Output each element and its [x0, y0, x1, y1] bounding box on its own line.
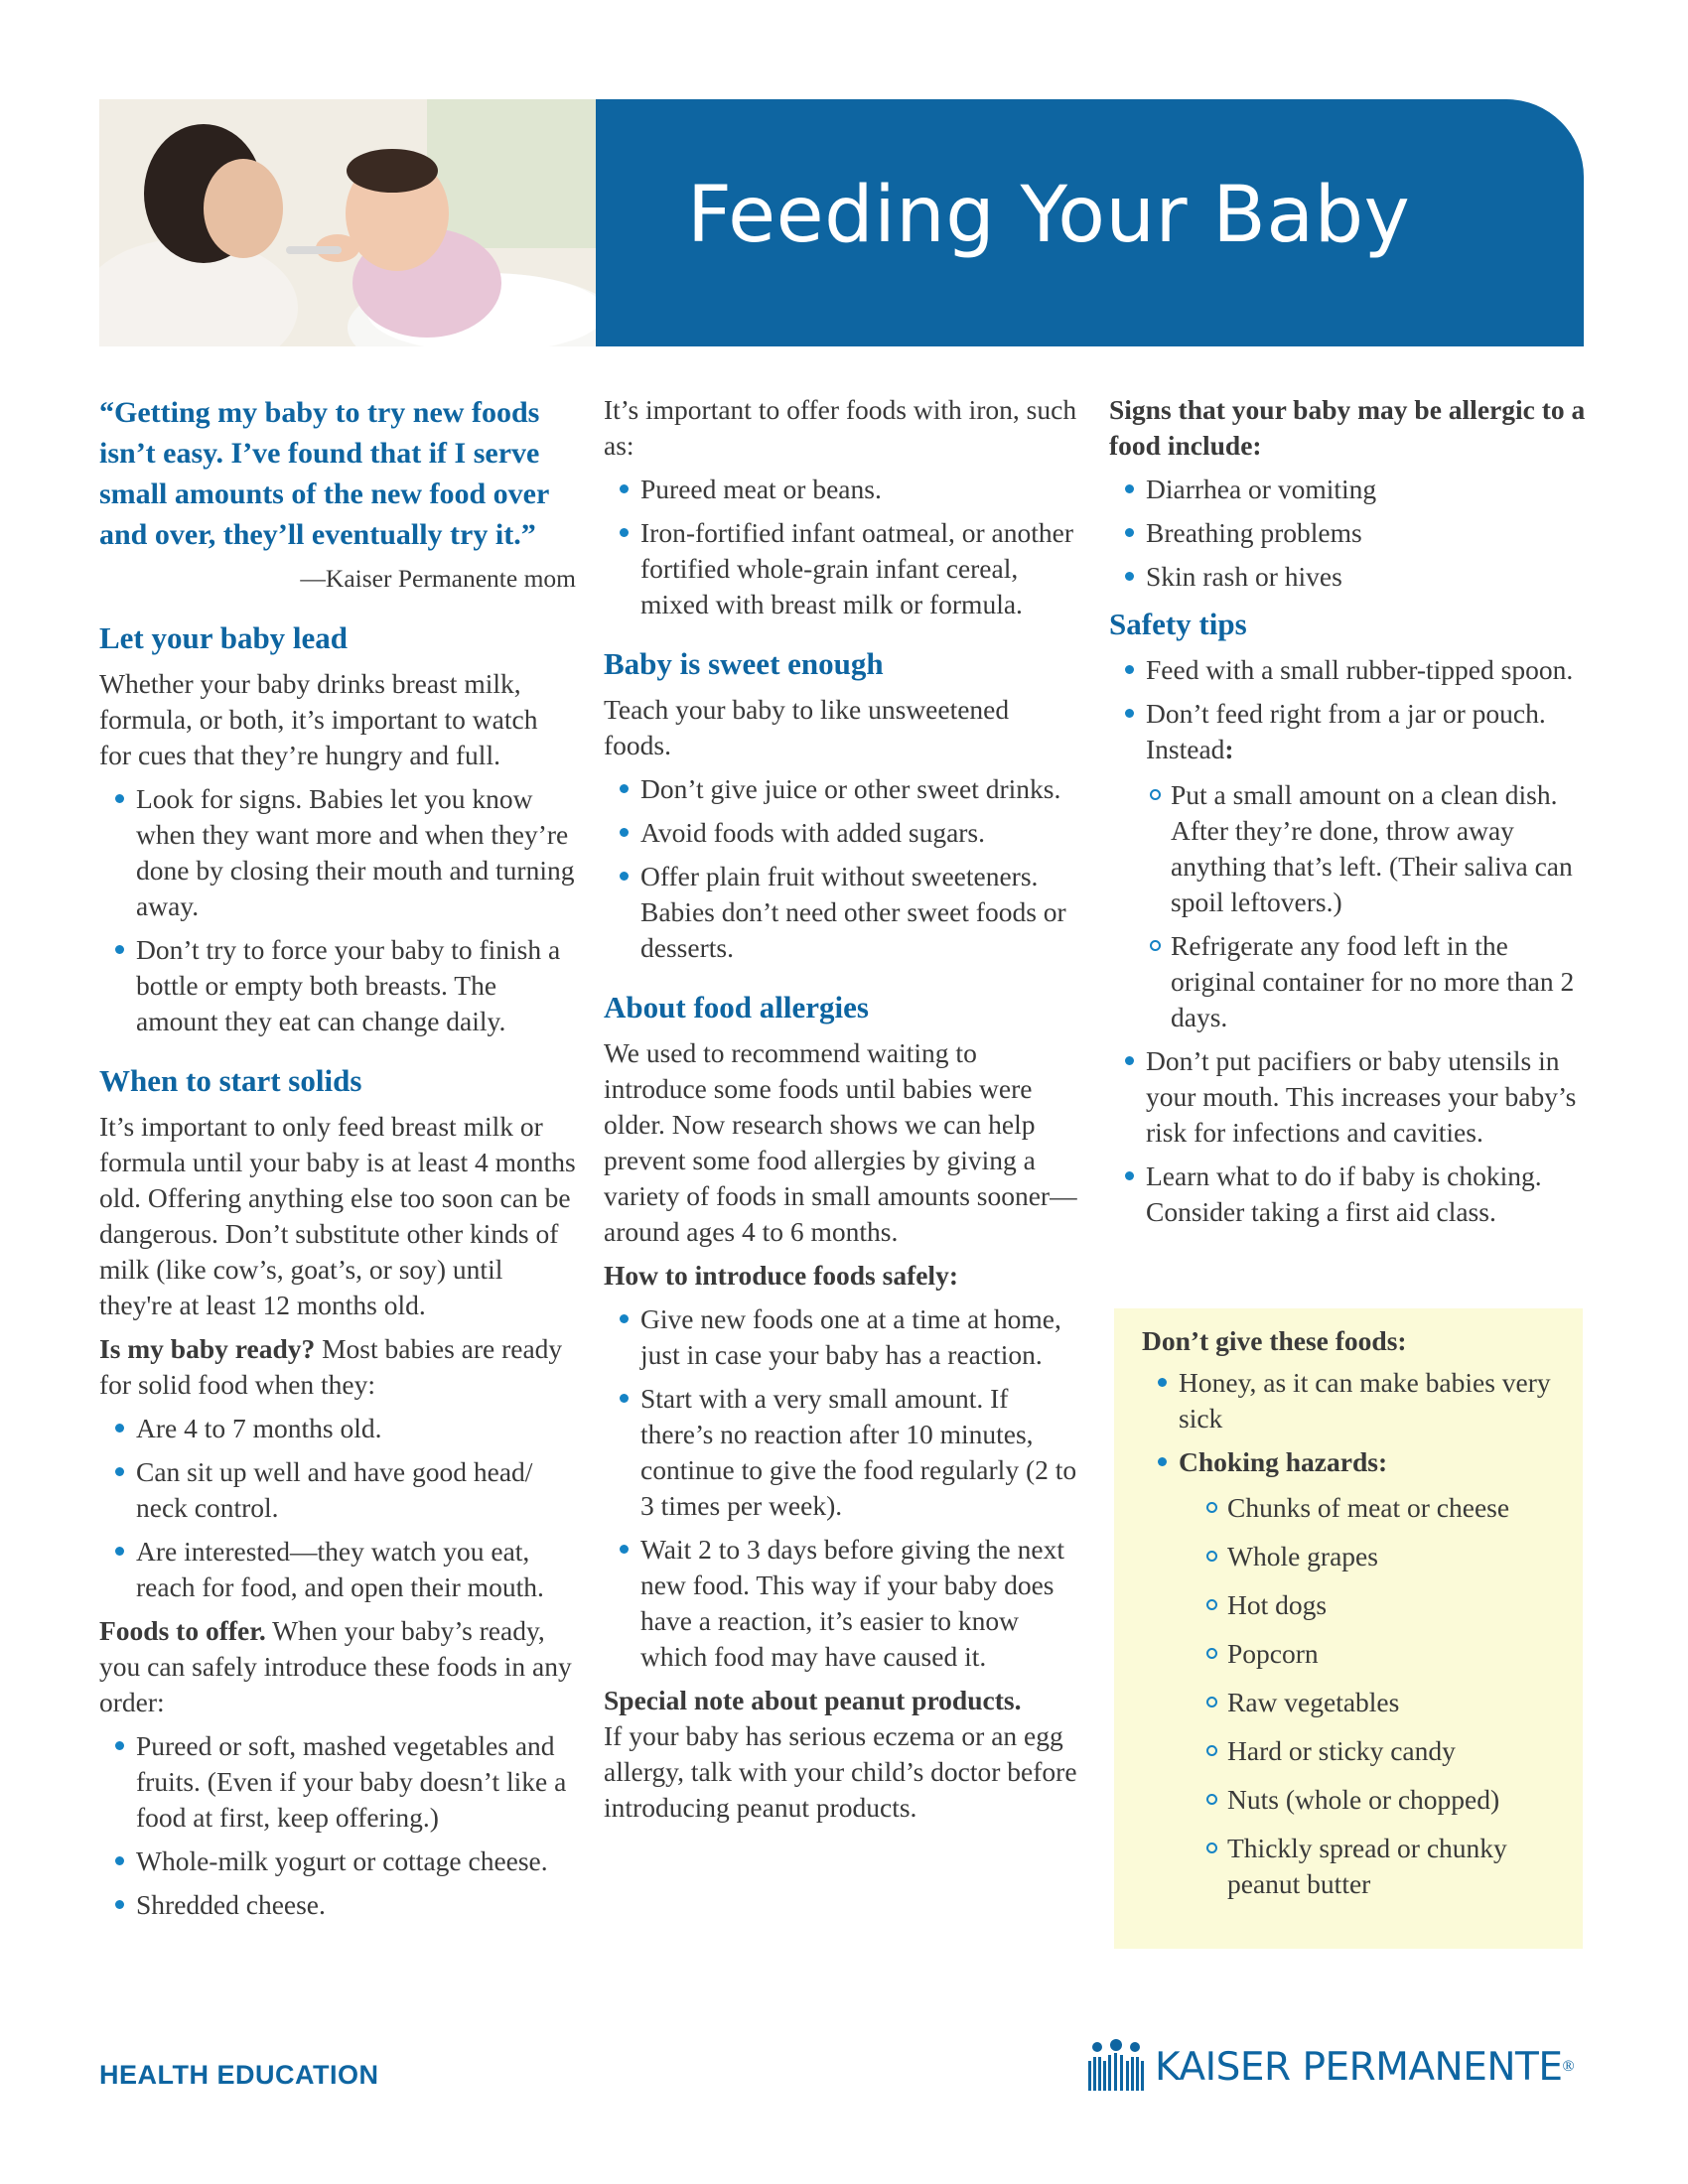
sublist-item: Put a small amount on a clean dish. After they’re done, throw away anything that’s left. (Their saliva can spoil leftovers.): [1171, 777, 1591, 920]
iron-paragraph: It’s important to offer foods with iron, such as:: [604, 394, 1077, 461]
iron-list: [604, 472, 1080, 622]
safety-sublist: [1146, 777, 1591, 1035]
list-item: Skin rash or hives: [1146, 559, 1591, 595]
hazard-item: Thickly spread or chunky peanut butter: [1227, 1831, 1563, 1902]
list-item: Don’t try to force your baby to finish a bottle or empty both breasts. The amount they eat can change daily.: [136, 932, 576, 1039]
safety-item-colon: :: [1224, 734, 1234, 764]
list-item: Pureed meat or beans.: [640, 472, 1080, 507]
hazard-item: Raw vegetables: [1227, 1685, 1563, 1720]
list-item: Avoid foods with added sugars.: [640, 815, 1080, 851]
logo-text: KAISER PERMANENTE: [1155, 2044, 1563, 2090]
allergy-signs-list: [1109, 472, 1591, 595]
kp-people-icon: [1087, 2039, 1145, 2095]
list-item: Diarrhea or vomiting: [1146, 472, 1591, 507]
list-item: Feed with a small rubber-tipped spoon.: [1146, 652, 1591, 688]
offer-text: When your baby’s ready, you can safely introduce these foods in any order:: [99, 1615, 572, 1717]
safety-list: [1109, 652, 1591, 1230]
list-item: Pureed or soft, mashed vegetables and fruits. (Even if your baby doesn’t like a food at first, keep offering.): [136, 1728, 576, 1836]
allergy-signs-label: Signs that your baby may be allergic to a food include:: [1109, 394, 1586, 461]
introduce-list: [604, 1301, 1080, 1675]
mom-quote: “Getting my baby to try new foods isn’t easy. I’ve found that if I serve small amounts of the new food over and over, they’ll eventually try it.”: [99, 396, 549, 551]
section-heading-safety-tips: Safety tips: [1109, 607, 1247, 641]
allergy-paragraph: We used to recommend waiting to introduce some foods until babies were older. Now research shows we can help prevent some food allergies by giving a variety of foods in small amounts sooner—around ages 4 to 6 months.: [604, 1037, 1077, 1247]
lead-list: [99, 781, 576, 1039]
list-item: Breathing problems: [1146, 515, 1591, 551]
title-banner: [596, 99, 1584, 346]
list-item: Shredded cheese.: [136, 1887, 576, 1923]
box-list: [1142, 1365, 1563, 1480]
page-title: Feeding Your Baby: [687, 171, 1411, 260]
mother-feeding-baby-image: [99, 99, 596, 346]
list-item: Whole-milk yogurt or cottage cheese.: [136, 1843, 576, 1879]
solids-paragraph: It’s important to only feed breast milk or formula until your baby is at least 4 months old. Offering anything else too soon can be dangerous. Don’t substitute other kinds of milk (like cow’s, goat’s, or soy) until they're at least 12 months old.: [99, 1111, 576, 1320]
ready-text: Most babies are ready for solid food when they:: [99, 1333, 563, 1400]
sweet-paragraph: Teach your baby to like unsweetened foods.: [604, 694, 1010, 760]
offer-label: Foods to offer.: [99, 1615, 266, 1646]
list-item: Don’t put pacifiers or baby utensils in your mouth. This increases your baby’s risk for infections and cavities.: [1146, 1043, 1591, 1151]
list-item: Don’t give juice or other sweet drinks.: [640, 771, 1080, 807]
introduce-label: How to introduce foods safely:: [604, 1260, 958, 1291]
registered-mark: ®: [1562, 2058, 1575, 2075]
hazard-item: Chunks of meat or cheese: [1227, 1490, 1563, 1526]
section-heading-start-solids: When to start solids: [99, 1063, 362, 1098]
peanut-paragraph: If your baby has serious eczema or an egg allergy, talk with your child’s doctor before introducing peanut products.: [604, 1720, 1077, 1823]
list-item: Choking hazards:: [1179, 1444, 1563, 1480]
ready-paragraph: [99, 1331, 576, 1403]
list-item: [1146, 696, 1591, 1035]
list-item: Offer plain fruit without sweeteners. Babies don’t need other sweet foods or desserts.: [640, 859, 1080, 966]
column-3: [1109, 392, 1591, 1238]
hazard-item: Popcorn: [1227, 1636, 1563, 1672]
sweet-list: [604, 771, 1080, 966]
hazards-list: [1142, 1490, 1563, 1902]
hazard-item: Whole grapes: [1227, 1539, 1563, 1574]
ready-label: Is my baby ready?: [99, 1333, 316, 1364]
section-heading-let-baby-lead: Let your baby lead: [99, 620, 349, 655]
list-item: Are 4 to 7 months old.: [136, 1411, 576, 1446]
list-item: Start with a very small amount. If there’s no reaction after 10 minutes, continue to give the food regularly (2 to 3 times per week).: [640, 1381, 1080, 1524]
kaiser-permanente-logo: [1087, 2037, 1575, 2097]
safety-item-text: Don’t feed right from a jar or pouch. Instead: [1146, 698, 1546, 764]
list-item: Are interested—they watch you eat, reach for food, and open their mouth.: [136, 1534, 576, 1605]
list-item: Learn what to do if baby is choking. Consider taking a first aid class.: [1146, 1159, 1591, 1230]
section-heading-food-allergies: About food allergies: [604, 990, 869, 1024]
hazard-item: Hard or sticky candy: [1227, 1733, 1563, 1769]
health-education-label: HEALTH EDUCATION: [99, 2060, 379, 2090]
hazard-item: Nuts (whole or chopped): [1227, 1782, 1563, 1818]
list-item: Look for signs. Babies let you know when they want more and when they’re done by closing their mouth and turning away.: [136, 781, 576, 924]
hazard-item: Hot dogs: [1227, 1587, 1563, 1623]
offer-list: [99, 1728, 576, 1923]
list-item: Can sit up well and have good head/ neck control.: [136, 1454, 576, 1526]
column-1: [99, 392, 576, 1931]
offer-paragraph: [99, 1613, 576, 1720]
list-item: Iron-fortified infant oatmeal, or another fortified whole-grain infant cereal, mixed with breast milk or formula.: [640, 515, 1080, 622]
box-heading: Don’t give these foods:: [1142, 1325, 1407, 1356]
peanut-label: Special note about peanut products.: [604, 1685, 1022, 1715]
sublist-item: Refrigerate any food left in the original container for no more than 2 days.: [1171, 928, 1591, 1035]
ready-list: [99, 1411, 576, 1605]
quote-attribution: —Kaiser Permanente mom: [300, 564, 576, 593]
list-item: Wait 2 to 3 days before giving the next new food. This way if your baby does have a reaction, it’s easier to know which food may have caused it.: [640, 1532, 1080, 1675]
dont-give-box: [1114, 1308, 1583, 1949]
lead-paragraph: Whether your baby drinks breast milk, formula, or both, it’s important to watch for cues that they’re hungry and full.: [99, 668, 538, 770]
list-item: Honey, as it can make babies very sick: [1179, 1365, 1563, 1436]
section-heading-sweet-enough: Baby is sweet enough: [604, 646, 884, 681]
list-item: Give new foods one at a time at home, just in case your baby has a reaction.: [640, 1301, 1080, 1373]
hero-photo: [99, 99, 596, 346]
column-2: [604, 392, 1080, 1834]
